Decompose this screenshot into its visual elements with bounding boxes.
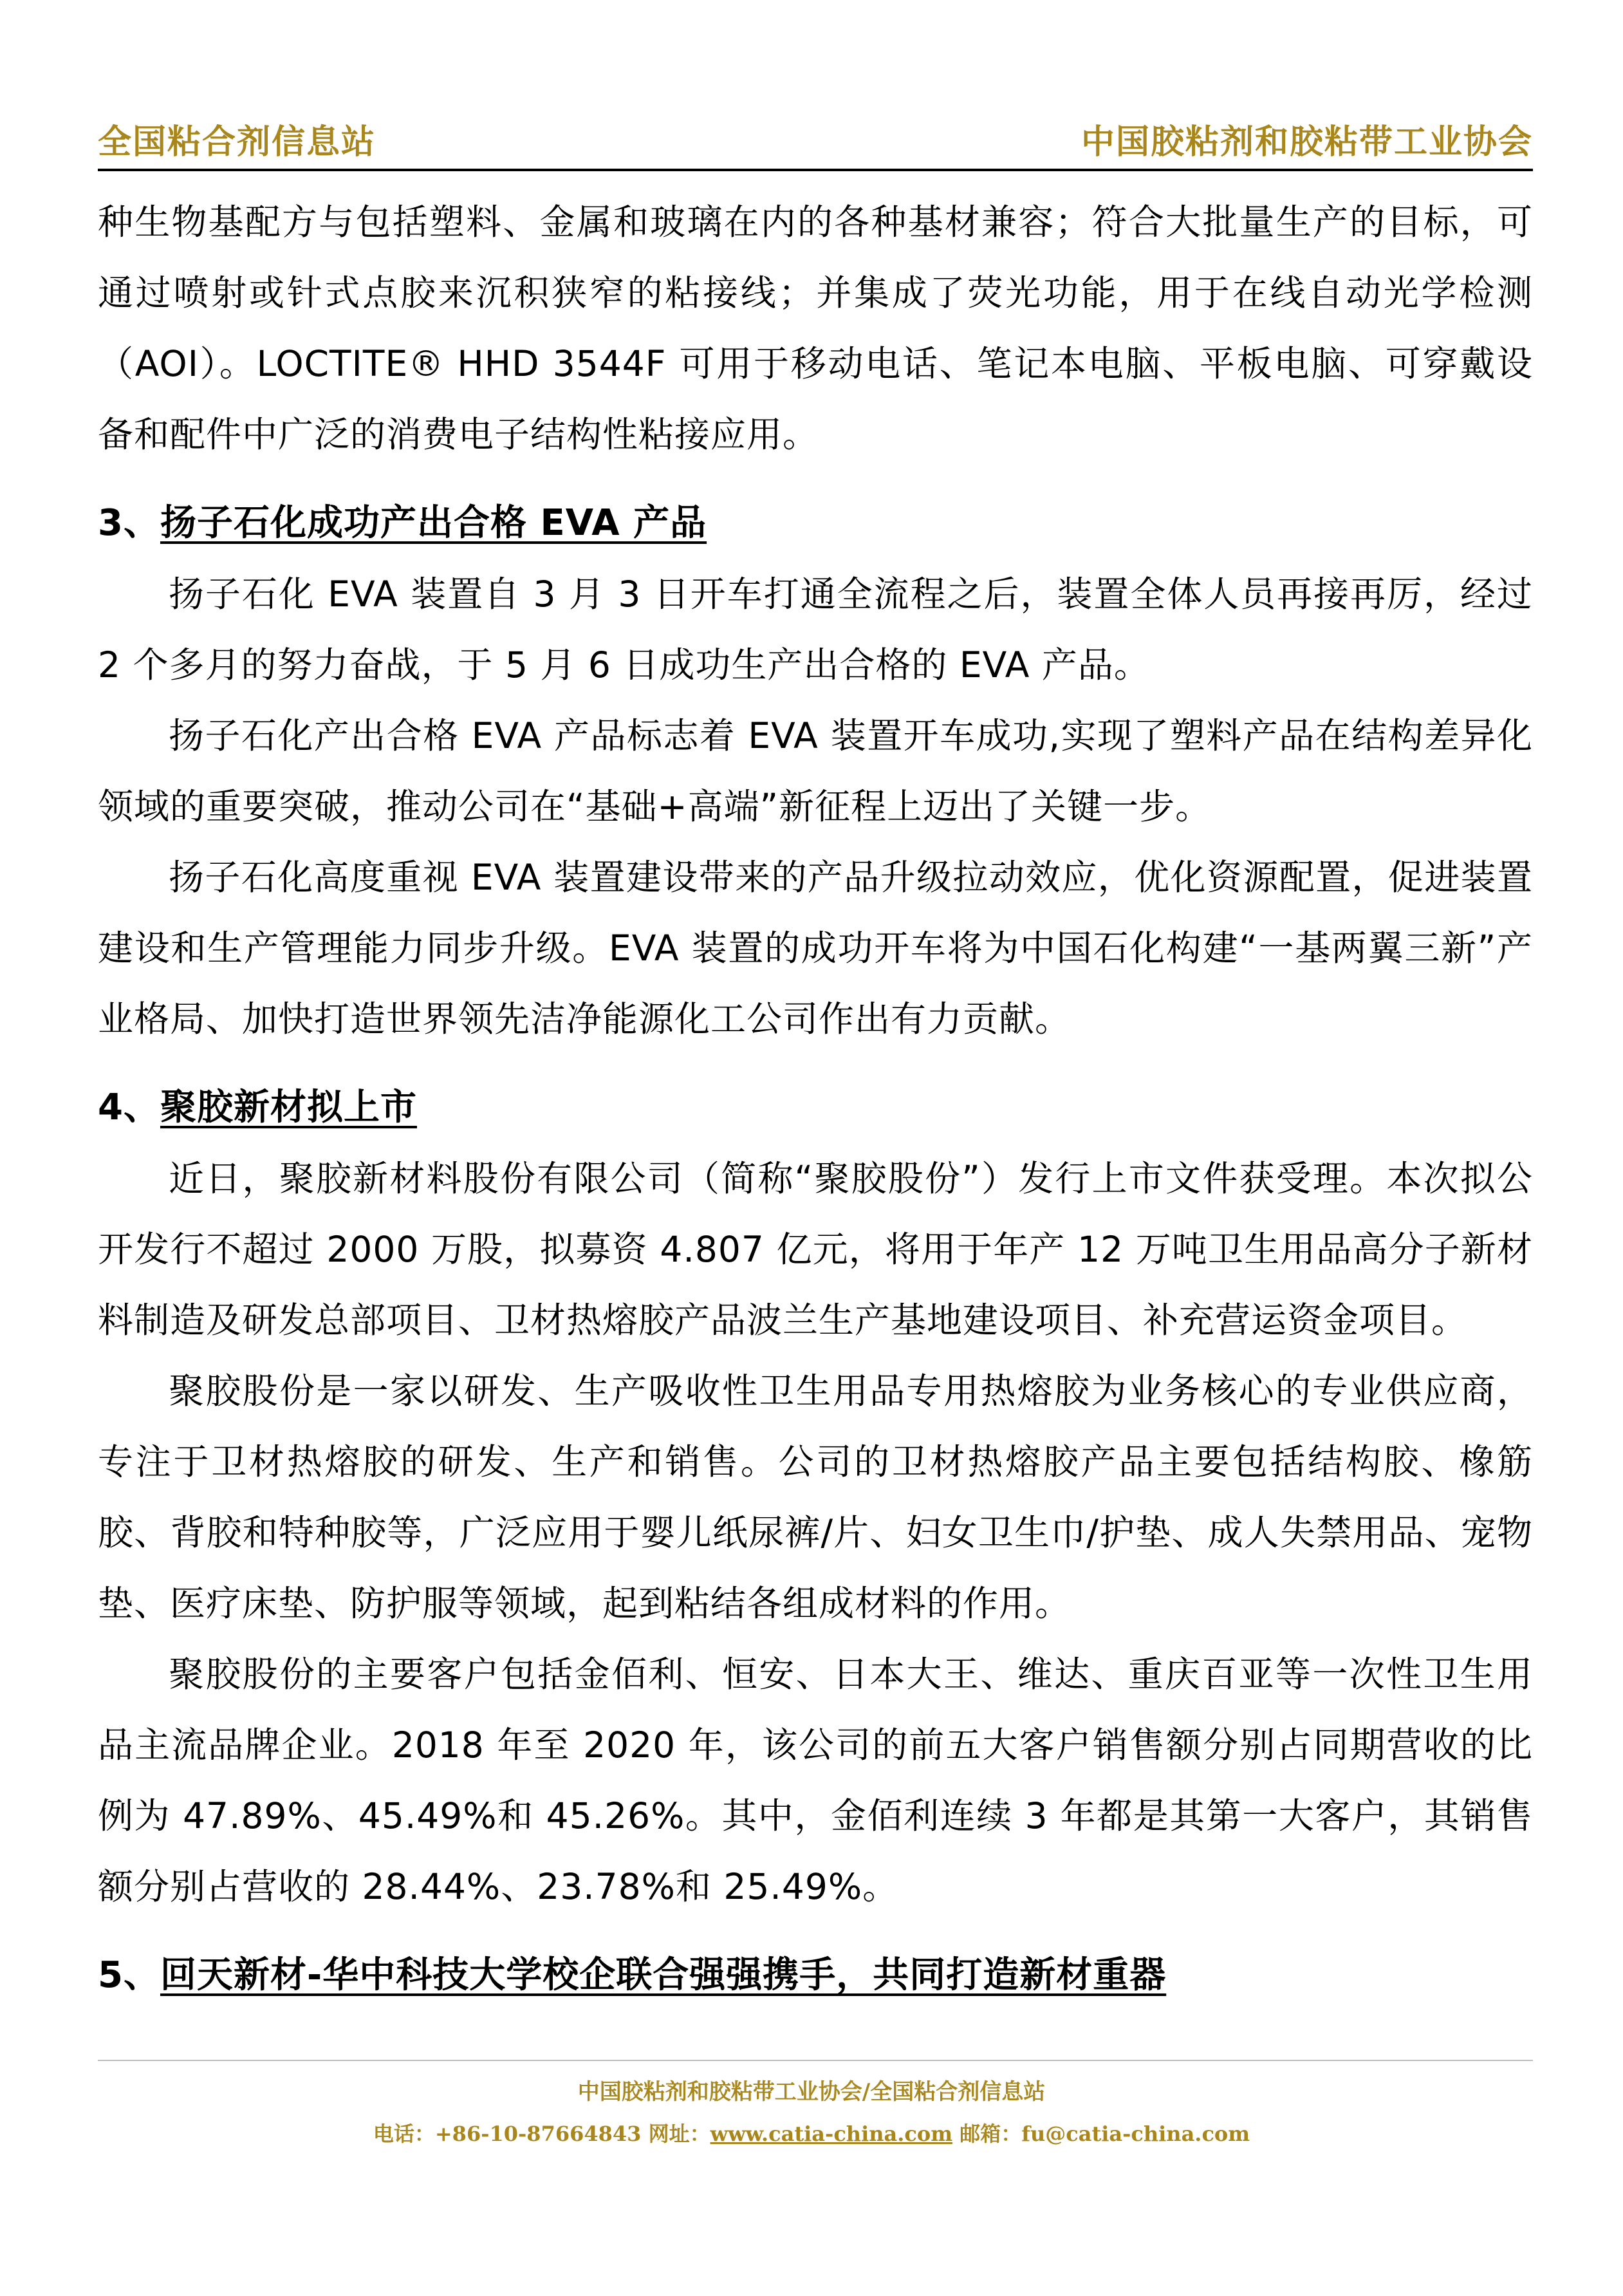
section-3-heading [98, 488, 1533, 559]
footer-divider [98, 2060, 1533, 2061]
section-4-number: 4、 [98, 1087, 160, 1128]
section-4-heading [98, 1072, 1533, 1143]
section-5-heading [98, 1940, 1533, 2011]
section-3-paragraph-2: 扬子石化产出合格 EVA 产品标志着 EVA 装置开车成功,实现了塑料产品在结构差异化领域的重要突破，推动公司在“基础+高端”新征程上迈出了关键一步。 [98, 715, 1533, 827]
section-3-number: 3、 [98, 502, 160, 544]
header-divider [98, 169, 1533, 171]
footer-phone: 电话：+86-10-87664843 网址： [373, 2122, 710, 2146]
section-3-paragraph-3: 扬子石化高度重视 EVA 装置建设带来的产品升级拉动效应，优化资源配置，促进装置建设和生产管理能力同步升级。EVA 装置的成功开车将为中国石化构建“一基两翼三新”产业格局、加快打造世界领先洁净能源化工公司作出有力贡献。 [98, 857, 1533, 1040]
section-4-paragraph-1: 近日，聚胶新材料股份有限公司（简称“聚胶股份”）发行上市文件获受理。本次拟公开发行不超过 2000 万股，拟募资 4.807 亿元，将用于年产 12 万吨卫生用品高分子新材料制造及研发总部项目、卫材热熔胶产品波兰生产基地建设项目、补充营运资金项目。 [98, 1158, 1533, 1341]
paragraph-intro-continued: 种生物基配方与包括塑料、金属和玻璃在内的各种基材兼容；符合大批量生产的目标，可通过喷射或针式点胶来沉积狭窄的粘接线；并集成了荧光功能，用于在线自动光学检测（AOI）。LOCTITE® HHD 3544F 可用于移动电话、笔记本电脑、平板电脑、可穿戴设备和配件中广泛的消费电子结构性粘接应用。 [98, 201, 1533, 455]
section-4-paragraph-3: 聚胶股份的主要客户包括金佰利、恒安、日本大王、维达、重庆百亚等一次性卫生用品主流品牌企业。2018 年至 2020 年，该公司的前五大客户销售额分别占同期营收的比例为 47.89%、45.49%和 45.26%。其中，金佰利连续 3 年都是其第一大客户，其销售额分别占营收的 28.44%、23.78%和 25.49%。 [98, 1654, 1533, 1907]
document-body [98, 187, 1533, 2011]
footer-email: 邮箱：fu@catia-china.com [960, 2122, 1250, 2146]
footer-organization: 中国胶粘剂和胶粘带工业协会/全国粘合剂信息站 [577, 2079, 1046, 2105]
footer-contact [0, 2118, 1623, 2147]
section-5-number: 5、 [98, 1954, 160, 1996]
footer-website-link[interactable]: www.catia-china.com [710, 2122, 953, 2146]
section-4-paragraph-2: 聚胶股份是一家以研发、生产吸收性卫生用品专用热熔胶为业务核心的专业供应商，专注于卫材热熔胶的研发、生产和销售。公司的卫材热熔胶产品主要包括结构胶、橡筋胶、背胶和特种胶等，广泛应用于婴儿纸尿裤/片、妇女卫生巾/护垫、成人失禁用品、宠物垫、医疗床垫、防护服等领域，起到粘结各组成材料的作用。 [98, 1370, 1533, 1624]
header-right-title: 中国胶粘剂和胶粘带工业协会 [1080, 122, 1533, 162]
header-left-title: 全国粘合剂信息站 [98, 122, 376, 162]
section-4-title: 聚胶新材拟上市 [160, 1087, 417, 1128]
page-header [98, 109, 1533, 167]
section-5-title: 回天新材-华中科技大学校企联合强强携手，共同打造新材重器 [160, 1954, 1167, 1996]
section-3-title: 扬子石化成功产出合格 EVA 产品 [160, 502, 707, 544]
section-3-paragraph-1: 扬子石化 EVA 装置自 3 月 3 日开车打通全流程之后，装置全体人员再接再厉，经过 2 个多月的努力奋战，于 5 月 6 日成功生产出合格的 EVA 产品。 [98, 574, 1533, 686]
